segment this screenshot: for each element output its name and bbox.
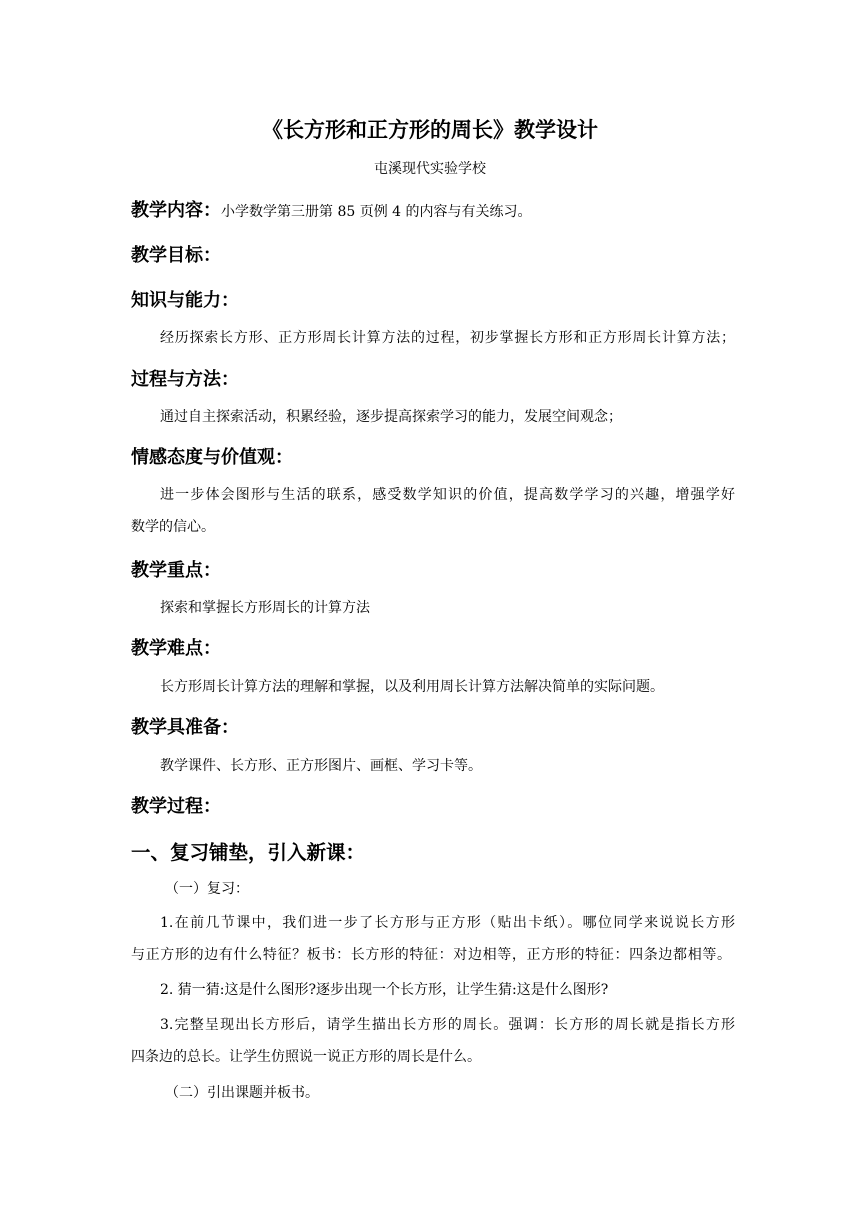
materials-heading: 教学具准备： [131,717,239,738]
section1-heading: 一、复习铺垫，引入新课： [131,841,366,864]
knowledge-text: 经历探索长方形、正方形周长计算方法的过程，初步掌握长方形和正方形周长计算方法； [160,330,735,346]
teaching-content-label: 教学内容： [131,200,221,221]
emotion-text-line1: 进一步体会图形与生活的联系，感受数学知识的价值，提高数学学习的兴趣，增强学好 [160,487,735,503]
key-point-heading: 教学重点： [131,560,221,581]
difficulty-heading: 教学难点： [131,638,221,659]
section1-item3-line2: 四条边的总长。让学生仿照说一说正方形的周长是什么。 [131,1049,481,1065]
school-name: 屯溪现代实验学校 [374,161,486,177]
document-title: 《长方形和正方形的周长》教学设计 [262,118,598,142]
section1-item1-line2: 与正方形的边有什么特征？板书：长方形的特征：对边相等，正方形的特征：四条边都相等。 [131,947,731,963]
difficulty-text: 长方形周长计算方法的理解和掌握，以及利用周长计算方法解决简单的实际问题。 [160,679,664,695]
section1-item3-line1: 3.完整呈现出长方形后，请学生描出长方形的周长。强调：长方形的周长就是指长方形 [160,1017,735,1033]
section1-sub2: （二）引出课题并板书。 [165,1085,319,1101]
objectives-heading: 教学目标： [131,245,221,266]
key-point-text: 探索和掌握长方形周长的计算方法 [160,600,370,616]
emotion-text-line2: 数学的信心。 [131,519,215,535]
process-method-heading: 过程与方法： [131,369,239,390]
process-method-text: 通过自主探索活动，积累经验，逐步提高探索学习的能力，发展空间观念； [160,409,622,425]
section1-sub1: （一）复习： [165,881,249,897]
section1-item2: 2. 猜一猜:这是什么图形?逐步出现一个长方形，让学生猜:这是什么图形? [160,982,609,998]
teaching-content [131,196,731,222]
section1-item1-line1: 1.在前几节课中，我们进一步了长方形与正方形（贴出卡纸）。哪位同学来说说长方形 [160,915,735,931]
procedure-heading: 教学过程： [131,796,221,817]
knowledge-heading: 知识与能力： [131,290,239,311]
teaching-content-text: 小学数学第三册第 85 页例 4 的内容与有关练习。 [221,204,532,220]
materials-text: 教学课件、长方形、正方形图片、画框、学习卡等。 [160,758,482,774]
emotion-heading: 情感态度与价值观： [131,447,293,468]
